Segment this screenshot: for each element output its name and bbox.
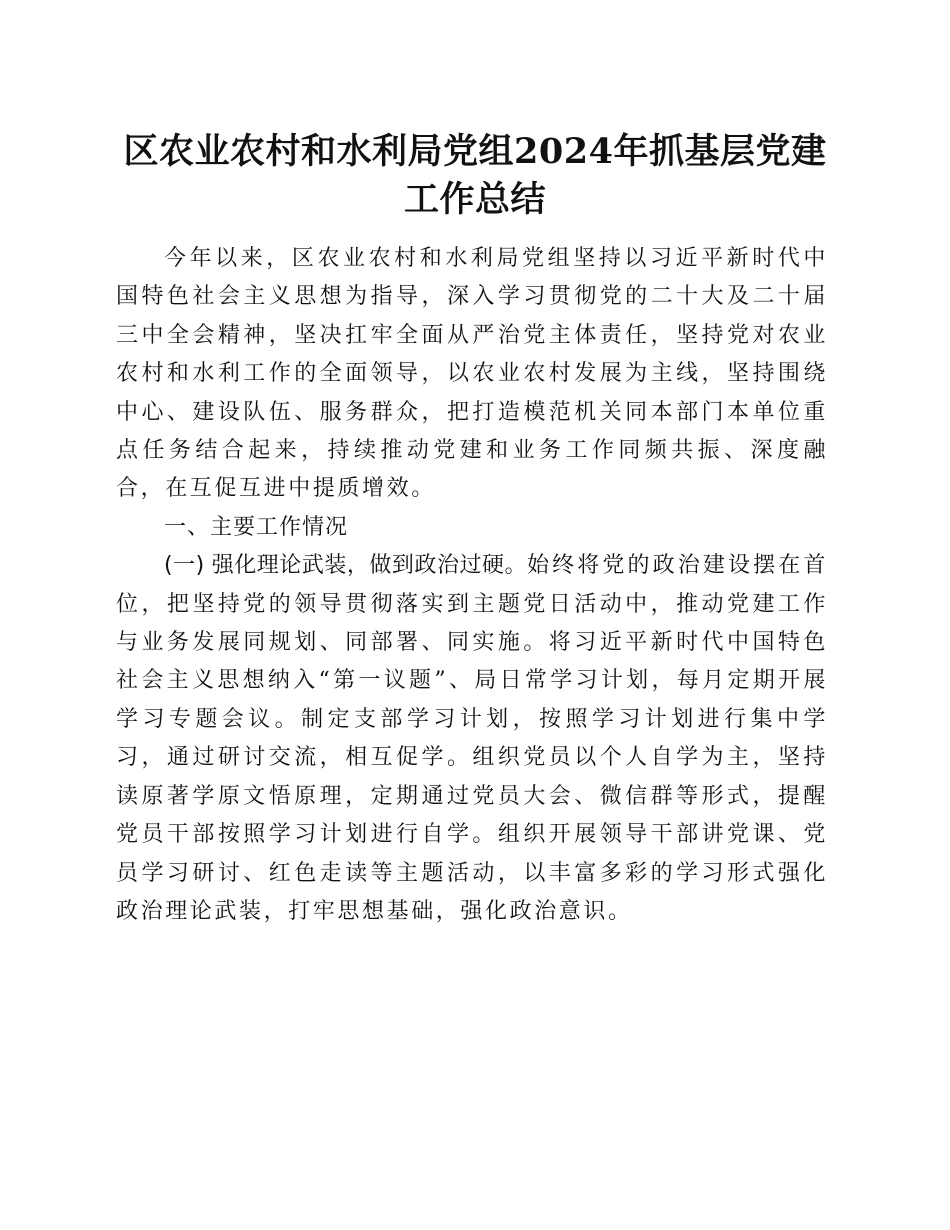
intro-paragraph: 今年以来，区农业农村和水利局党组坚持以习近平新时代中国特色社会主义思想为指导，深入学习贯彻党的二十大及二十届三中全会精神，坚决扛牢全面从严治党主体责任，坚持党对农业农村和水利工作的全面领导，以农业农村发展为主线，坚持围绕中心、建设队伍、服务群众，把打造模范机关同本部门本单位重点任务结合起来，持续推动党建和业务工作同频共振、深度融合，在互促互进中提质增效。 <box>116 246 828 502</box>
document-body <box>116 240 828 931</box>
subsection-paragraph <box>116 547 828 931</box>
subsection-text: 始终将党的政治建设摆在首位，把坚持党的领导贯彻落实到主题党日活动中，推动党建工作与业务发展同规划、同部署、同实施。将习近平新时代中国特色社会主义思想纳入“第一议题”、局日常学习计划，每月定期开展学习专题会议。制定支部学习计划，按照学习计划进行集中学习，通过研讨交流，相互促学。组织党员以个人自学为主，坚持读原著学原文悟原理，定期通过党员大会、微信群等形式，提醒党员干部按照学习计划进行自学。组织开展领导干部讲党课、党员学习研讨、红色走读等主题活动，以丰富多彩的学习形式强化政治理论武装，打牢思想基础，强化政治意识。 <box>116 553 828 924</box>
section-heading: 一、主要工作情况 <box>164 514 349 540</box>
subsection-lead: (一) 强化理论武装，做到政治过硬。 <box>164 553 528 579</box>
document-title: 区农业农村和水利局党组2024年抓基层党建工作总结 <box>123 131 827 220</box>
